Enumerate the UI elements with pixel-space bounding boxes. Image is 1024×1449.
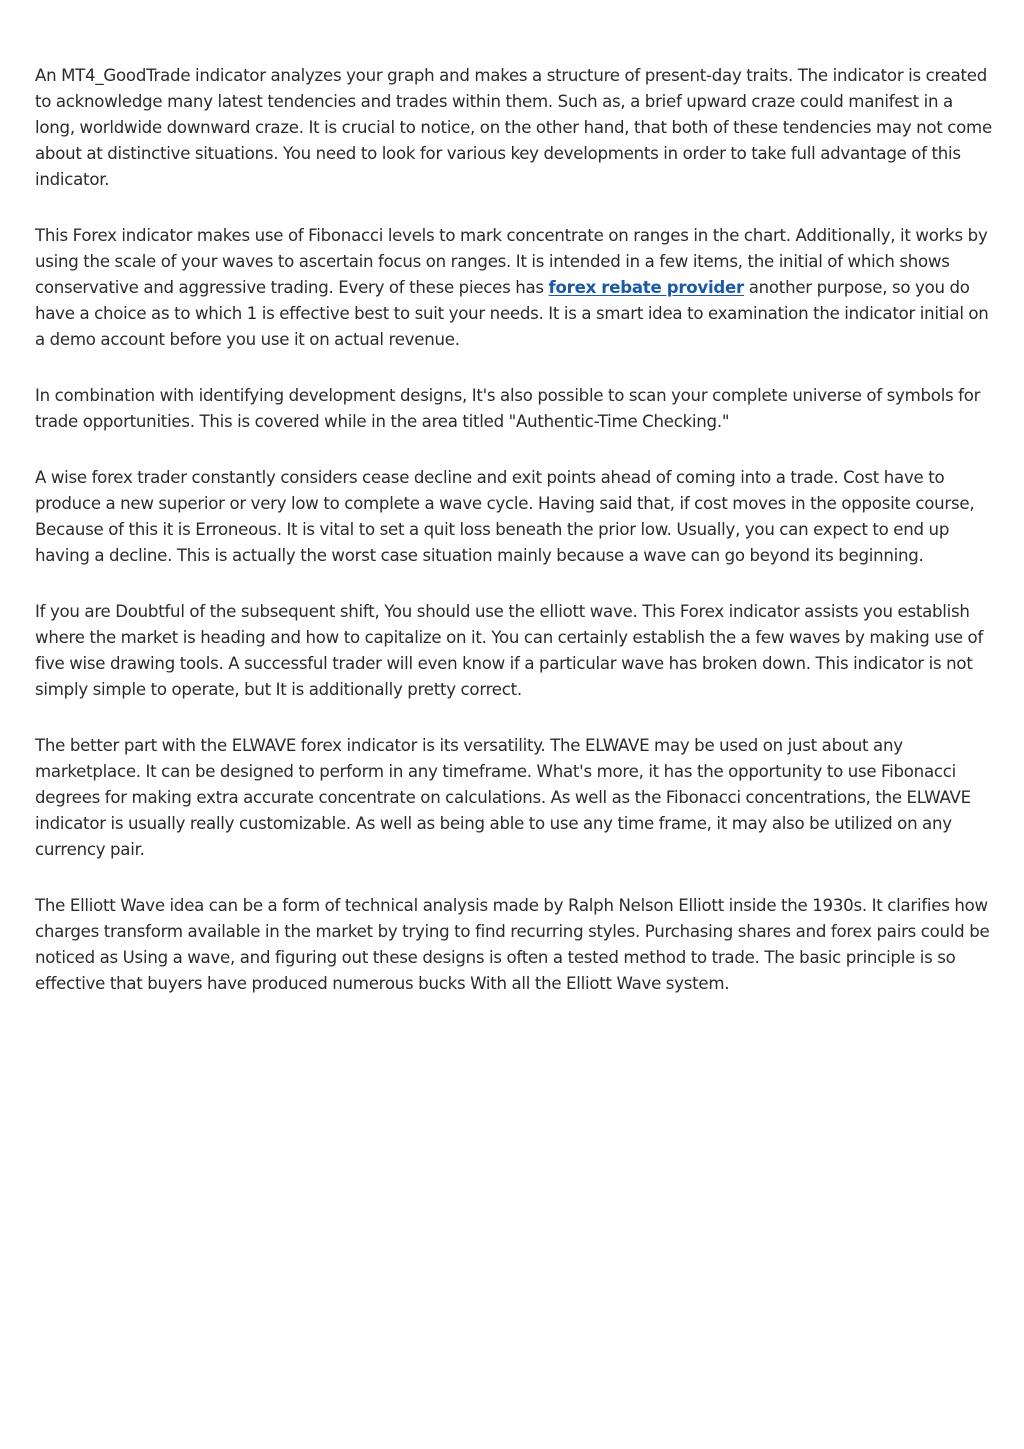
paragraph-1: An MT4_GoodTrade indicator analyzes your graph and makes a structure of present-day traits. The indicator is created to acknowledge many latest tendencies and trades within them. Such as, a brief upward craze could manifest in a long, worldwide downward craze. It is crucial to notice, on the other hand, that both of these tendencies may not come about at distinctive situations. You need to look for various key developments in order to take full advantage of this indicator.: [35, 66, 992, 189]
paragraph-2: [35, 223, 995, 353]
paragraph-6: The better part with the ELWAVE forex indicator is its versatility. The ELWAVE may be used on just about any marketplace. It can be designed to perform in any timeframe. What's more, it has the opportunity to use Fibonacci degrees for making extra accurate concentrate on calculations. As well as the Fibonacci concentrations, the ELWAVE indicator is usually really customizable. As well as being able to use any time frame, it may also be utilized on any currency pair.: [35, 736, 971, 859]
paragraph-7: The Elliott Wave idea can be a form of technical analysis made by Ralph Nelson Elliott inside the 1930s. It clarifies how charges transform available in the market by trying to find recurring styles. Purchasing shares and forex pairs could be noticed as Using a wave, and figuring out these designs is often a tested method to trade. The basic principle is so effective that buyers have produced numerous bucks With all the Elliott Wave system.: [35, 896, 990, 993]
document-body: [35, 63, 995, 1027]
paragraph-2-after-link: another purpose, so you do have a choice as to which 1 is effective best to suit your needs. It is a smart idea to examination the indicator initial on a demo account before you use it on actual revenue.: [35, 278, 989, 349]
paragraph-4: A wise forex trader constantly considers cease decline and exit points ahead of coming into a trade. Cost have to produce a new superior or very low to complete a wave cycle. Having said that, if cost moves in the opposite course, Because of this it is Erroneous. It is vital to set a quit loss beneath the prior low. Usually, you can expect to end up having a decline. This is actually the worst case situation mainly because a wave can go beyond its beginning.: [35, 468, 975, 565]
paragraph-3: In combination with identifying development designs, It's also possible to scan your complete universe of symbols for trade opportunities. This is covered while in the area titled "Authentic-Time Checking.": [35, 386, 981, 431]
paragraph-5: If you are Doubtful of the subsequent shift, You should use the elliott wave. This Forex indicator assists you establish where the market is heading and how to capitalize on it. You can certainly establish the a few waves by making use of five wise drawing tools. A successful trader will even know if a particular wave has broken down. This indicator is not simply simple to operate, but It is additionally pretty correct.: [35, 602, 984, 699]
forex-rebate-provider-link[interactable]: forex rebate provider: [548, 278, 744, 297]
paragraph-2-before-link: This Forex indicator makes use of Fibonacci levels to mark concentrate on ranges in the chart. Additionally, it works by using the scale of your waves to ascertain focus on ranges. It is intended in a few items, the initial of which shows conservative and aggressive trading. Every of these pieces has: [35, 226, 988, 297]
